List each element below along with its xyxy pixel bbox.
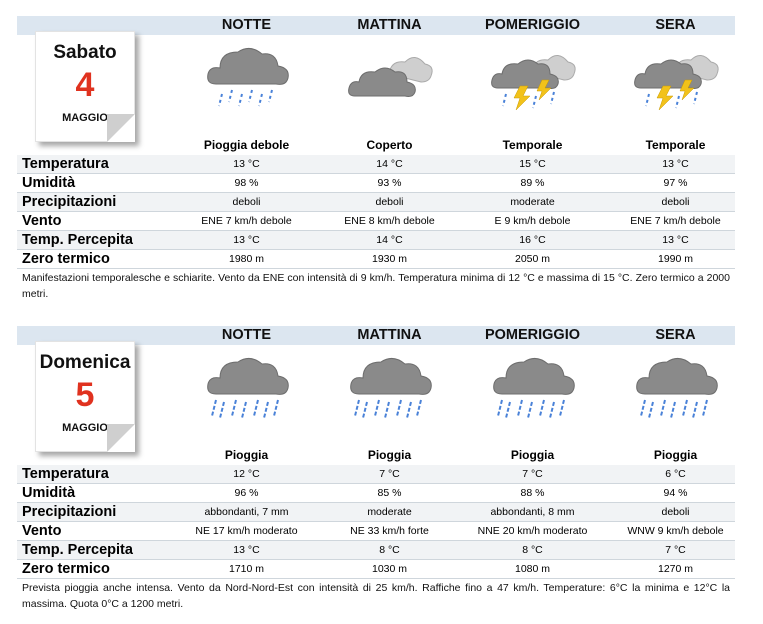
period-title-pomeriggio: POMERIGGIO bbox=[484, 327, 581, 343]
cloud-thunderstorm-icon bbox=[631, 38, 721, 110]
table-cell: 12 °C bbox=[233, 468, 260, 480]
row-label: Temp. Percepita bbox=[22, 232, 133, 248]
condition-mattina: Coperto bbox=[366, 138, 413, 152]
table-cell: 14 °C bbox=[376, 158, 403, 170]
table-cell: 7 °C bbox=[379, 468, 400, 480]
period-title-pomeriggio: POMERIGGIO bbox=[484, 17, 581, 33]
row-label: Vento bbox=[22, 523, 62, 539]
table-cell: 1270 m bbox=[657, 563, 694, 575]
cloud-rain-icon bbox=[488, 348, 578, 420]
row-temperatura bbox=[17, 155, 735, 174]
day-name: Domenica bbox=[39, 352, 131, 373]
table-cell: 1930 m bbox=[371, 253, 408, 265]
row-label: Zero termico bbox=[22, 561, 110, 577]
table-cell: 94 % bbox=[663, 487, 688, 499]
table-cell: 8 °C bbox=[522, 544, 543, 556]
table-cell: 96 % bbox=[234, 487, 259, 499]
table-cell: 1710 m bbox=[228, 563, 265, 575]
table-cell: NNE 20 km/h moderato bbox=[477, 525, 588, 537]
table-cell: 16 °C bbox=[519, 234, 546, 246]
forecast-table bbox=[17, 155, 735, 269]
row-precipitazioni bbox=[17, 503, 735, 522]
page-curl bbox=[107, 114, 135, 142]
forecast-table bbox=[17, 465, 735, 579]
table-cell: moderate bbox=[510, 196, 555, 208]
cloud-overcast-icon bbox=[345, 38, 435, 110]
table-cell: 1990 m bbox=[657, 253, 694, 265]
table-cell: NE 17 km/h moderato bbox=[195, 525, 298, 537]
row-label: Vento bbox=[22, 213, 62, 229]
period-title-notte: NOTTE bbox=[221, 327, 272, 343]
month-name: MAGGIO bbox=[62, 112, 108, 124]
row-label: Temperatura bbox=[22, 156, 109, 172]
table-cell: ENE 7 km/h debole bbox=[630, 215, 721, 227]
row-label: Precipitazioni bbox=[22, 194, 117, 210]
day-number: 5 bbox=[75, 376, 95, 414]
period-title-sera: SERA bbox=[655, 327, 696, 343]
table-cell: 7 °C bbox=[522, 468, 543, 480]
row-umidita bbox=[17, 174, 735, 193]
table-cell: 85 % bbox=[377, 487, 402, 499]
forecast-summary: Prevista pioggia anche intensa. Vento da Nord-Nord-Est con intensità di 25 km/h. Raffiche fino a 47 km/h. Temperature: 6°C la minima e 12°C la massima. Quota 0°C a 1200 metri. bbox=[22, 582, 730, 610]
table-cell: E 9 km/h debole bbox=[494, 215, 571, 227]
day-number: 4 bbox=[75, 66, 95, 104]
cloud-thunderstorm-icon bbox=[488, 38, 578, 110]
row-label: Temperatura bbox=[22, 466, 109, 482]
row-label: Umidità bbox=[22, 485, 76, 501]
row-vento bbox=[17, 522, 735, 541]
table-cell: 7 °C bbox=[665, 544, 686, 556]
table-cell: 93 % bbox=[377, 177, 402, 189]
table-cell: 89 % bbox=[520, 177, 545, 189]
condition-sera: Temporale bbox=[645, 138, 706, 152]
cloud-rain-icon bbox=[631, 348, 721, 420]
month-name: MAGGIO bbox=[62, 422, 108, 434]
table-cell: 15 °C bbox=[519, 158, 546, 170]
table-cell: moderate bbox=[367, 506, 412, 518]
table-cell: ENE 8 km/h debole bbox=[344, 215, 435, 227]
table-cell: WNW 9 km/h debole bbox=[627, 525, 724, 537]
table-cell: 6 °C bbox=[665, 468, 686, 480]
table-cell: 1980 m bbox=[228, 253, 265, 265]
condition-notte: Pioggia bbox=[224, 448, 269, 462]
date-card bbox=[35, 31, 135, 142]
day-name: Sabato bbox=[53, 42, 117, 63]
table-cell: 1030 m bbox=[371, 563, 408, 575]
period-title-mattina: MATTINA bbox=[357, 17, 422, 33]
page-curl bbox=[107, 424, 135, 452]
table-cell: deboli bbox=[375, 196, 404, 208]
period-title-mattina: MATTINA bbox=[357, 327, 422, 343]
forecast-summary: Manifestazioni temporalesche e schiarite. Vento da ENE con intensità di 9 km/h. Temperatura minima di 12 °C e massima di 15 °C. Zero termico a 2000 metri. bbox=[22, 272, 730, 300]
cloud-light-rain-icon bbox=[202, 38, 292, 110]
cloud-rain-icon bbox=[202, 348, 292, 420]
table-cell: 13 °C bbox=[233, 544, 260, 556]
table-cell: 97 % bbox=[663, 177, 688, 189]
condition-mattina: Pioggia bbox=[367, 448, 412, 462]
row-label: Umidità bbox=[22, 175, 76, 191]
table-cell: 8 °C bbox=[379, 544, 400, 556]
table-cell: abbondanti, 7 mm bbox=[204, 506, 289, 518]
date-card bbox=[35, 341, 135, 452]
row-zero-termico bbox=[17, 560, 735, 579]
table-cell: 98 % bbox=[234, 177, 259, 189]
row-precipitazioni bbox=[17, 193, 735, 212]
table-cell: 13 °C bbox=[662, 234, 689, 246]
row-temp-percepita bbox=[17, 541, 735, 560]
row-temperatura bbox=[17, 465, 735, 484]
table-cell: 2050 m bbox=[514, 253, 551, 265]
row-zero-termico bbox=[17, 250, 735, 269]
condition-sera: Pioggia bbox=[653, 448, 698, 462]
row-label: Zero termico bbox=[22, 251, 110, 267]
table-cell: 88 % bbox=[520, 487, 545, 499]
table-cell: deboli bbox=[232, 196, 261, 208]
table-cell: NE 33 km/h forte bbox=[350, 525, 429, 537]
table-cell: abbondanti, 8 mm bbox=[490, 506, 575, 518]
condition-pomeriggio: Temporale bbox=[502, 138, 563, 152]
period-title-sera: SERA bbox=[655, 17, 696, 33]
condition-pomeriggio: Pioggia bbox=[510, 448, 555, 462]
period-title-notte: NOTTE bbox=[221, 17, 272, 33]
table-cell: 13 °C bbox=[233, 234, 260, 246]
table-cell: 13 °C bbox=[233, 158, 260, 170]
row-temp-percepita bbox=[17, 231, 735, 250]
condition-notte: Pioggia debole bbox=[203, 138, 290, 152]
table-cell: deboli bbox=[661, 196, 690, 208]
table-cell: deboli bbox=[661, 506, 690, 518]
row-label: Temp. Percepita bbox=[22, 542, 133, 558]
table-cell: ENE 7 km/h debole bbox=[201, 215, 292, 227]
table-cell: 1080 m bbox=[514, 563, 551, 575]
table-cell: 13 °C bbox=[662, 158, 689, 170]
row-vento bbox=[17, 212, 735, 231]
table-cell: 14 °C bbox=[376, 234, 403, 246]
row-label: Precipitazioni bbox=[22, 504, 117, 520]
cloud-rain-icon bbox=[345, 348, 435, 420]
row-umidita bbox=[17, 484, 735, 503]
